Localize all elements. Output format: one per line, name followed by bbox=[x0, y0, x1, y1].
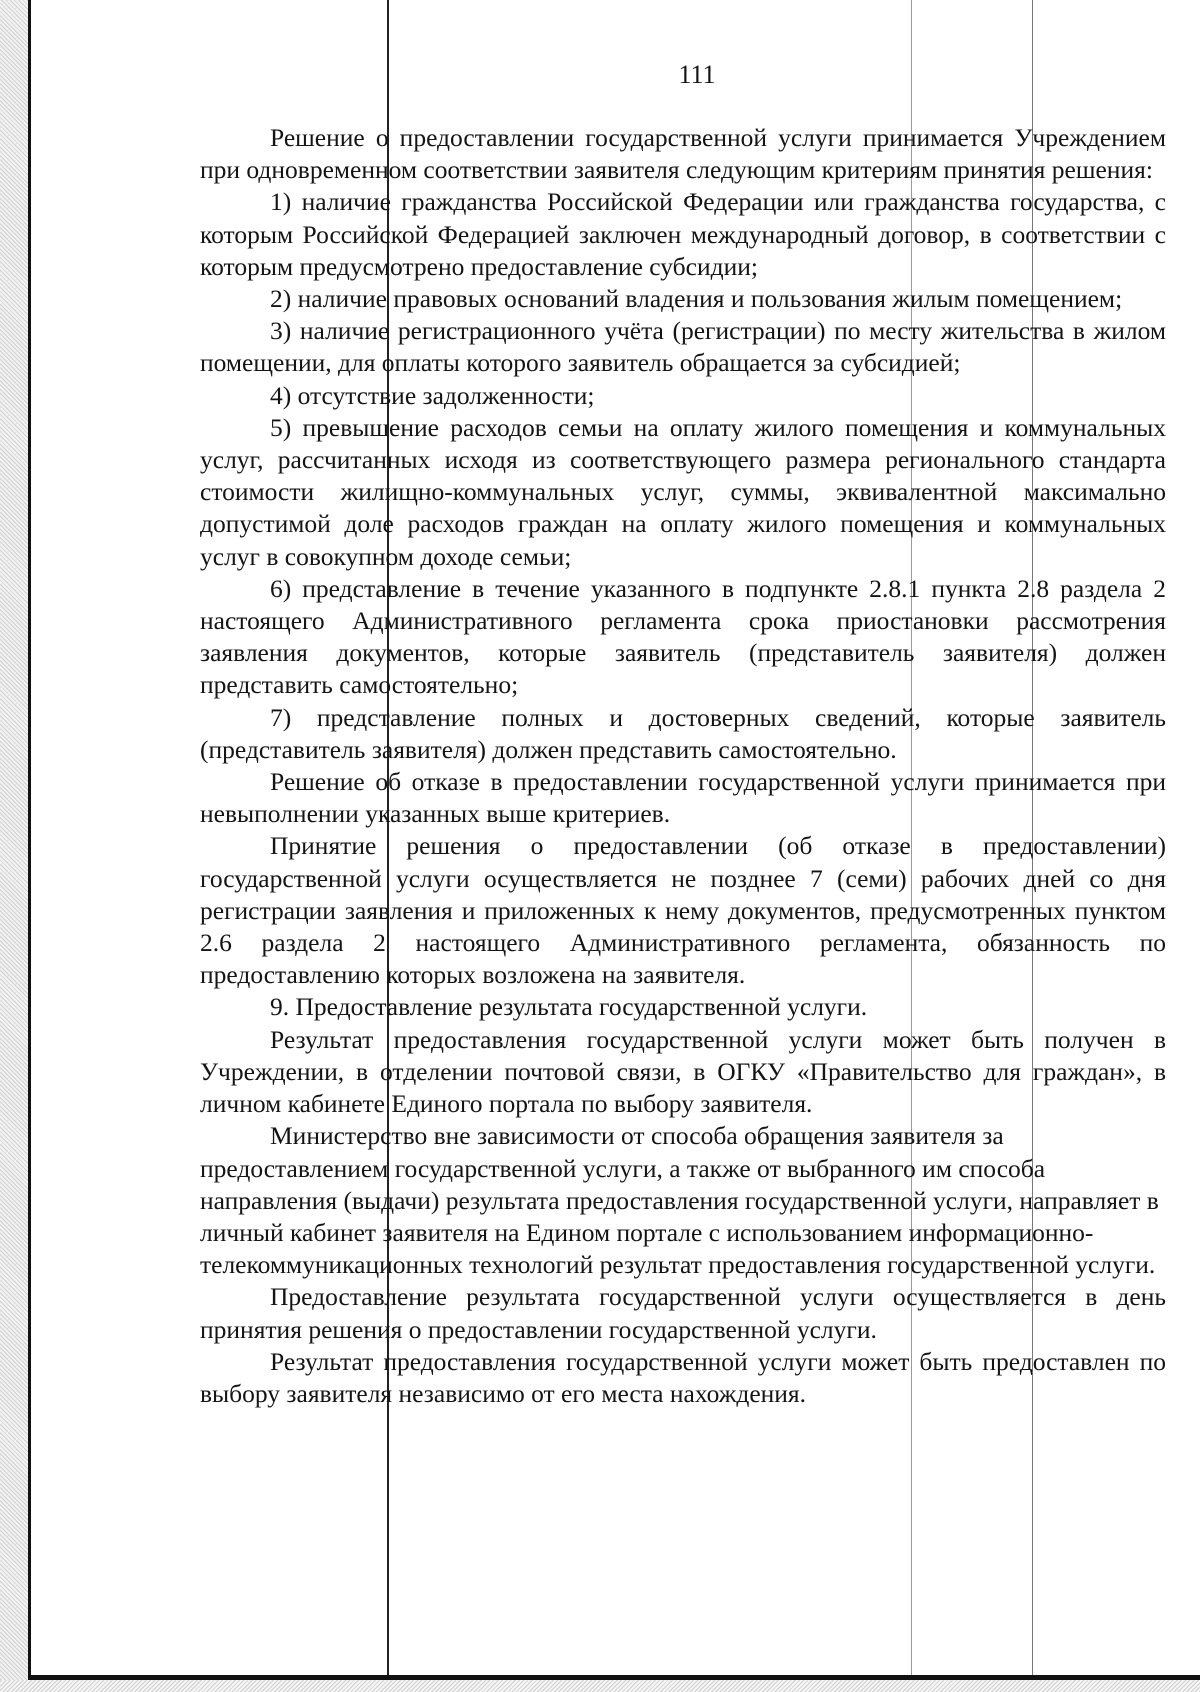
paragraph-result-location: Результат предоставления государственной услуги может быть предоставлен по выбору заявителя независимо от его места нахождения. bbox=[200, 1346, 1166, 1408]
paragraph-result-day: Предоставление результата государственной услуги осуществляется в день принятия решения о предоставлении государственной услуги. bbox=[200, 1282, 1166, 1344]
paragraph-result-channels: Результат предоставления государственной услуги может быть получен в Учреждении, в отделении почтовой связи, в ОГКУ «Правительство для граждан», в личном кабинете Единого портала по выбору заявителя. bbox=[200, 1024, 1166, 1119]
scan-left-edge bbox=[28, 0, 31, 1675]
criterion-5: 5) превышение расходов семьи на оплату жилого помещения и коммунальных услуг, рассчитанных исходя из соответствующего размера регионального стандарта стоимости жилищно-коммунальных услуг, суммы, эквивалентной максимально допустимой доле расходов граждан на оплату жилого помещения и коммунальных услуг в совокупном доходе семьи; bbox=[200, 412, 1166, 571]
page-number: 111 bbox=[678, 60, 716, 89]
scan-left-shadow bbox=[0, 0, 28, 1692]
paragraph-decision-deadline: Принятие решения о предоставлении (об отказе в предоставлении) государственной услуги осуществляется не позднее 7 (семи) рабочих дней со дня регистрации заявления и приложенных к нему документов, предусмотренных пунктом 2.6 раздела 2 настоящего Административного регламента, обязанность по предоставлению которых возложена на заявителя. bbox=[200, 831, 1166, 990]
document-body bbox=[200, 122, 1166, 1410]
section-heading-9: 9. Предоставление результата государственной услуги. bbox=[270, 992, 868, 1022]
criterion-6: 6) представление в течение указанного в подпункте 2.8.1 пункта 2.8 раздела 2 настоящего Административного регламента срока приостановки рассмотрения заявления документов, которые заявитель (представитель заявителя) должен представить самостоятельно; bbox=[200, 573, 1166, 700]
paragraph-decision-criteria: Решение о предоставлении государственной услуги принимается Учреждением при одновременном соответствии заявителя следующим критериям принятия решения: bbox=[200, 123, 1166, 185]
criterion-7: 7) представление полных и достоверных сведений, которые заявитель (представитель заявителя) должен представить самостоятельно. bbox=[200, 702, 1166, 764]
paragraph-ministry: Министерство вне зависимости от способа обращения заявителя за предоставлением государственной услуги, а также от выбранного им способа направления (выдачи) результата предоставления государственной услуги, направляет в личный кабинет заявителя на Едином портале с использованием информационно-телекоммуникационных технологий результат предоставления государственной услуги. bbox=[200, 1121, 1159, 1280]
criterion-3: 3) наличие регистрационного учёта (регистрации) по месту жительства в жилом помещении, для оплаты которого заявитель обращается за субсидией; bbox=[200, 316, 1166, 378]
criterion-2: 2) наличие правовых оснований владения и пользования жилым помещением; bbox=[270, 284, 1123, 314]
paragraph-refusal: Решение об отказе в предоставлении государственной услуги принимается при невыполнении указанных выше критериев. bbox=[200, 767, 1166, 829]
criterion-1: 1) наличие гражданства Российской Федерации или гражданства государства, с которым Российской Федерацией заключен международный договор, в соответствии с которым предусмотрено предоставление субсидии; bbox=[200, 187, 1166, 281]
criterion-4: 4) отсутствие задолженности; bbox=[270, 380, 595, 410]
scan-bottom-shadow bbox=[0, 1680, 1200, 1692]
